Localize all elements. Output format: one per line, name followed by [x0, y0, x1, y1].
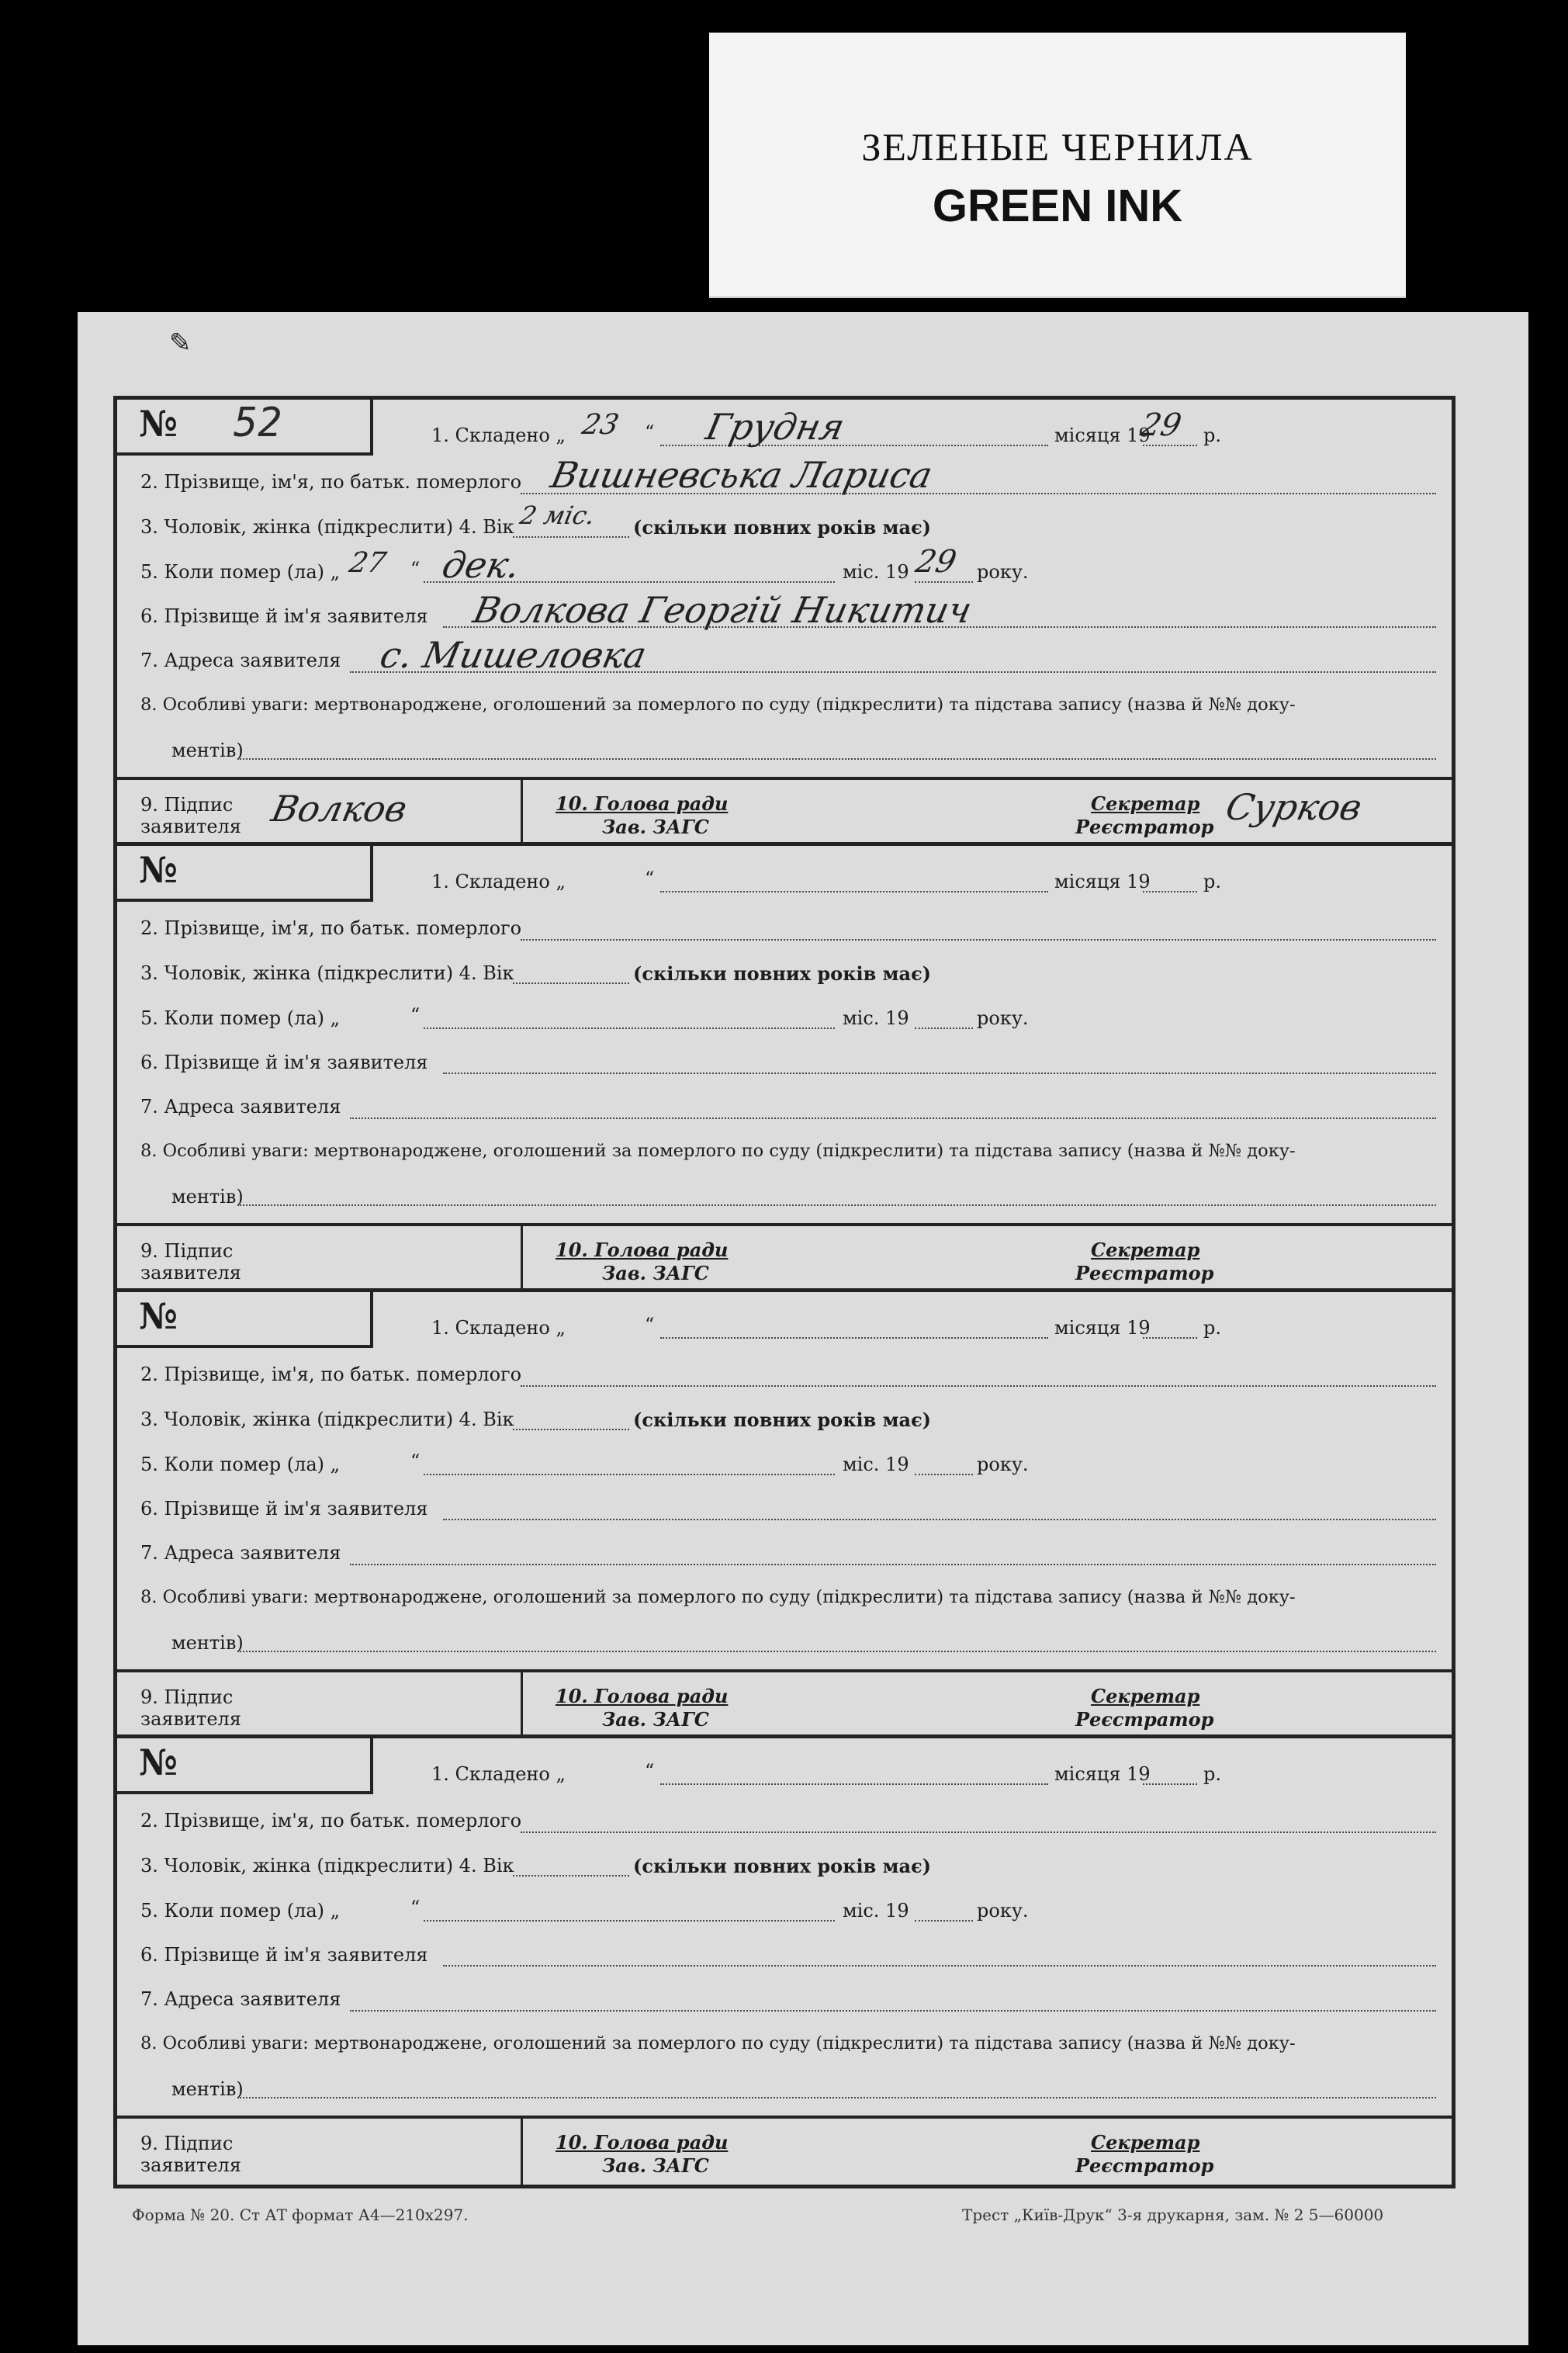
label-english: GREEN INK — [932, 181, 1183, 231]
sex-age-label: 3. Чоловік, жінка (підкреслити) 4. Вік — [140, 1409, 514, 1430]
composed-label: 1. Складено „ — [431, 425, 566, 446]
age-hint: (скільки повних років має) — [633, 1409, 932, 1431]
declarant-address: с. Мишеловка — [376, 634, 650, 676]
address-label: 7. Адреса заявителя — [140, 1096, 341, 1118]
death-month-label: міс. 19 — [843, 561, 909, 583]
year-label: року. — [977, 1454, 1029, 1475]
quote-mark: “ — [410, 1450, 421, 1472]
signature-row — [117, 1669, 1452, 1738]
secretary-signature: Сурков — [1222, 786, 1366, 828]
number-sign: № — [139, 1741, 178, 1783]
green-ink-label — [709, 33, 1406, 296]
death-register-form — [113, 396, 1456, 2188]
footer-printer: Трест „Київ-Друк“ 3-я друкарня, зам. № 2 5—60000 — [962, 2206, 1384, 2224]
declarant-label: 6. Прізвище й ім'я заявителя — [140, 1498, 428, 1520]
deceased-name-label: 2. Прізвище, ім'я, по батьк. померлого — [140, 1364, 522, 1385]
month-label: місяця 19 — [1054, 1763, 1151, 1785]
quote-mark: “ — [410, 558, 421, 580]
head-label: 10. Голова ради — [556, 1239, 729, 1261]
declarant-label: 6. Прізвище й ім'я заявителя — [140, 1944, 428, 1966]
death-date-label: 5. Коли помер (ла) „ — [140, 1900, 341, 1922]
death-day: 27 — [346, 547, 389, 579]
composed-label: 1. Складено „ — [431, 1317, 566, 1339]
quote-mark: “ — [645, 421, 655, 443]
year-label: року. — [977, 1007, 1029, 1029]
registrar-label: Зав. ЗАГС — [602, 1708, 709, 1731]
address-label: 7. Адреса заявителя — [140, 1542, 341, 1564]
sex-age-label: 3. Чоловік, жінка (підкреслити) 4. Вік — [140, 1855, 514, 1877]
special-notes-label: 8. Особливі уваги: мертвонароджене, оголошений за померлого по суду (підкреслити) та підстава запису (назва й №№ доку- — [140, 695, 1296, 715]
head-label: 10. Голова ради — [556, 2131, 729, 2154]
address-label: 7. Адреса заявителя — [140, 1988, 341, 2010]
signature-row — [117, 2116, 1452, 2185]
declarant-sign-label2: заявителя — [140, 1708, 241, 1730]
quote-mark: “ — [645, 868, 655, 889]
registrar-label-2: Реєстратор — [1075, 2154, 1214, 2177]
composed-label: 1. Складено „ — [431, 1763, 566, 1785]
quote-mark: “ — [410, 1897, 421, 1918]
r-label: р. — [1203, 871, 1221, 892]
death-month-label: міс. 19 — [843, 1454, 909, 1475]
death-date-label: 5. Коли помер (ла) „ — [140, 1454, 341, 1475]
quote-mark: “ — [645, 1314, 655, 1336]
special-notes-cont: ментів) — [171, 1632, 244, 1654]
signature-divider — [521, 1226, 523, 1292]
number-sign: № — [139, 1295, 178, 1337]
deceased-name: Вишневська Лариса — [547, 454, 936, 496]
age-value: 2 міс. — [517, 501, 598, 530]
death-date-label: 5. Коли помер (ла) „ — [140, 1007, 341, 1029]
register-sheet — [78, 312, 1528, 2345]
secretary-label: Секретар — [1091, 1239, 1200, 1261]
age-hint: (скільки повних років має) — [633, 1855, 932, 1877]
declarant-label: 6. Прізвище й ім'я заявителя — [140, 605, 428, 627]
special-notes-label: 8. Особливі уваги: мертвонароджене, оголошений за померлого по суду (підкреслити) та підстава запису (назва й №№ доку- — [140, 1141, 1296, 1161]
record-number: 52 — [234, 400, 282, 446]
r-label: р. — [1203, 1763, 1221, 1785]
record-number-box — [117, 1738, 373, 1794]
declarant-signature: Волков — [268, 788, 411, 830]
registrar-label-2: Реєстратор — [1075, 1262, 1214, 1284]
head-label: 10. Голова ради — [556, 1685, 729, 1707]
age-hint: (скільки повних років має) — [633, 962, 932, 985]
death-year: 29 — [912, 544, 960, 580]
signature-row — [117, 777, 1452, 846]
record-number-box — [117, 846, 373, 902]
declarant-sign-label: 9. Підпис — [140, 794, 234, 816]
r-label: р. — [1203, 1317, 1221, 1339]
declarant-sign-label2: заявителя — [140, 2154, 241, 2176]
death-date-label: 5. Коли помер (ла) „ — [140, 561, 341, 583]
death-record-2 — [117, 846, 1452, 1292]
registrar-label-2: Реєстратор — [1075, 816, 1214, 838]
year-label: року. — [977, 561, 1029, 583]
sex-age-label: 3. Чоловік, жінка (підкреслити) 4. Вік — [140, 516, 514, 538]
death-month-label: міс. 19 — [843, 1900, 909, 1922]
special-notes-label: 8. Особливі уваги: мертвонароджене, оголошений за померлого по суду (підкреслити) та підстава запису (назва й №№ доку- — [140, 1587, 1296, 1607]
death-record-4 — [117, 1738, 1452, 2185]
death-record-3 — [117, 1292, 1452, 1738]
special-notes-cont: ментів) — [171, 2078, 244, 2100]
registrar-label: Зав. ЗАГС — [602, 1262, 709, 1284]
declarant-sign-label: 9. Підпис — [140, 1240, 234, 1262]
record-number-box — [117, 1292, 373, 1348]
registrar-label-2: Реєстратор — [1075, 1708, 1214, 1731]
deceased-name-label: 2. Прізвище, ім'я, по батьк. померлого — [140, 471, 522, 493]
secretary-label: Секретар — [1091, 1685, 1200, 1707]
r-label: р. — [1203, 425, 1221, 446]
label-russian: ЗЕЛЕНЫЕ ЧЕРНИЛА — [861, 125, 1254, 168]
address-label: 7. Адреса заявителя — [140, 650, 341, 671]
month-label: місяця 19 — [1054, 425, 1151, 446]
special-notes-cont: ментів) — [171, 740, 244, 761]
death-month: дек. — [438, 544, 524, 586]
signature-divider — [521, 780, 523, 846]
composed-label: 1. Складено „ — [431, 871, 566, 892]
year-label: року. — [977, 1900, 1029, 1922]
declarant-name: Волкова Георгій Никитич — [469, 589, 976, 631]
ink-blot: ✎ — [169, 327, 192, 359]
composed-year: 29 — [1137, 407, 1185, 443]
signature-row — [117, 1223, 1452, 1292]
number-sign: № — [139, 849, 178, 891]
month-label: місяця 19 — [1054, 871, 1151, 892]
declarant-label: 6. Прізвище й ім'я заявителя — [140, 1052, 428, 1073]
declarant-sign-label2: заявителя — [140, 1262, 241, 1284]
declarant-sign-label: 9. Підпис — [140, 2133, 234, 2154]
death-record-1 — [117, 400, 1452, 846]
head-label: 10. Голова ради — [556, 792, 729, 815]
sex-age-label: 3. Чоловік, жінка (підкреслити) 4. Вік — [140, 962, 514, 984]
secretary-label: Секретар — [1091, 2131, 1200, 2154]
secretary-label: Секретар — [1091, 792, 1200, 815]
deceased-name-label: 2. Прізвище, ім'я, по батьк. померлого — [140, 917, 522, 939]
special-notes-cont: ментів) — [171, 1186, 244, 1208]
age-hint: (скільки повних років має) — [633, 516, 932, 539]
composed-day: 23 — [579, 409, 622, 441]
record-number-box — [117, 400, 373, 456]
registrar-label: Зав. ЗАГС — [602, 2154, 709, 2177]
deceased-name-label: 2. Прізвище, ім'я, по батьк. померлого — [140, 1810, 522, 1831]
quote-mark: “ — [645, 1760, 655, 1782]
signature-divider — [521, 2119, 523, 2185]
signature-divider — [521, 1672, 523, 1738]
death-month-label: міс. 19 — [843, 1007, 909, 1029]
month-label: місяця 19 — [1054, 1317, 1151, 1339]
quote-mark: “ — [410, 1004, 421, 1026]
declarant-sign-label2: заявителя — [140, 816, 241, 837]
declarant-sign-label: 9. Підпис — [140, 1686, 234, 1708]
special-notes-label: 8. Особливі уваги: мертвонароджене, оголошений за померлого по суду (підкреслити) та підстава запису (назва й №№ доку- — [140, 2033, 1296, 2053]
number-sign: № — [139, 403, 178, 445]
registrar-label: Зав. ЗАГС — [602, 816, 709, 838]
composed-month: Грудня — [702, 406, 849, 448]
footer-form-code: Форма № 20. Ст АТ формат А4—210х297. — [132, 2206, 469, 2224]
